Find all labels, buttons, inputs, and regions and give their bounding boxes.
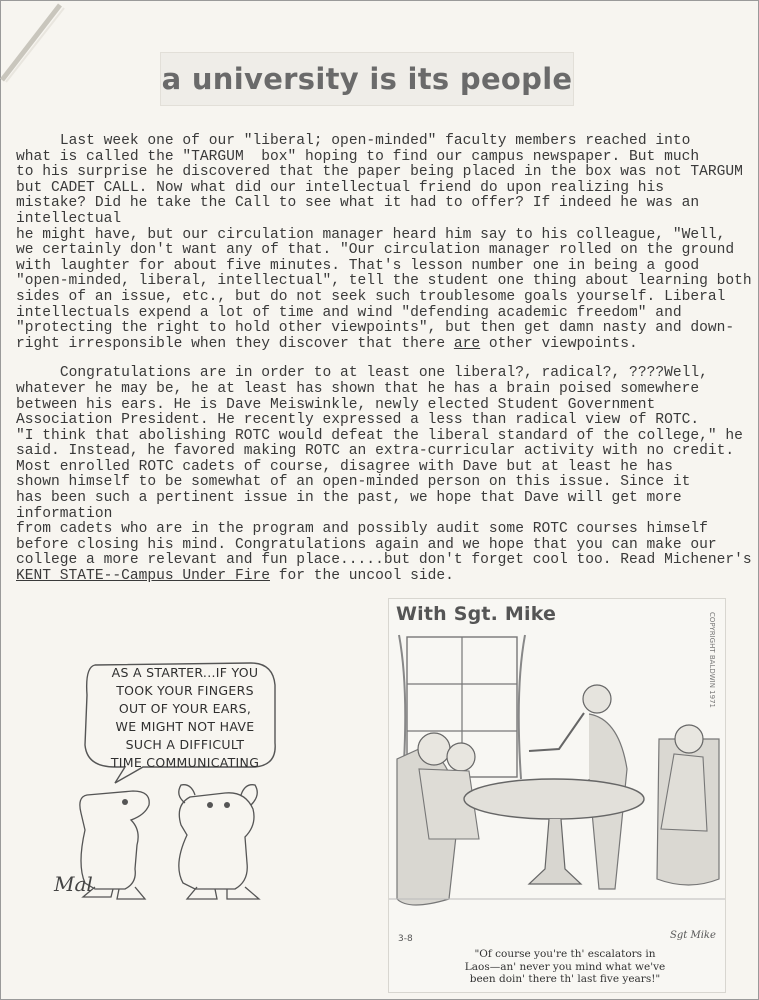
- article-paragraph-1: [16, 134, 756, 352]
- paragraph-2-text: Congratulations are in order to at least one liberal?, radical?, ????Well, whatever he may be, he at least has shown that he has a brain poised somewhere between his ears. He is Dave Meiswinkle, newly elected Student Government Association President. He recently expressed a less than radical view of ROTC. "I think that abolishing ROTC would defeat the liberal standard of the college," he said. Instead, he favored making ROTC an extra-curricular activity with no credit. Most enrolled ROTC cadets of course, disagree with Dave but at least he has shown himself to be somewhat of an open-minded person on this issue. Since it has been such a pertinent issue in the past, we hope that Dave will get more information from cadets who are in the program and possibly audit some ROTC courses himself before closing his mind. Congratulations again and we hope that you can make our college a more relevant and fun place.....but don't forget cool too. Read Michener's KENT STATE--Campus Under Fire for the uncool side.: [16, 365, 752, 585]
- book-title-kent-state: KENT STATE--Campus Under Fire: [16, 568, 270, 585]
- cartoon-caption: "Of course you're th' escalators in Laos—an' never you mind what we've been doin' there th' last five years!": [464, 948, 666, 985]
- underlined-word-are: are: [453, 335, 481, 352]
- cartoon-page-mark: 3-8: [398, 934, 413, 944]
- speech-bubble-text: AS A STARTER...IF YOU TOOK YOUR FINGERS OUT OF YOUR EARS, WE MIGHT NOT HAVE SUCH A DIFFICULT TIME COMMUNICATING: [110, 665, 260, 770]
- paragraph-1-text: Last week one of our "liberal; open-minded" faculty members reached into what is called the "TARGUM box" hoping to find our campus newspaper. But much to his surprise he discovered that the paper being placed in the box was not TARGUM but CADET CALL. Now what did our intellectual friend do upon realizing his mistake? Did he take the Call to see what it had to offer? If indeed he was an intellectual he might have, but our circulation manager heard him say to his colleague, "Well, we certainly don't want any of that. "Our circulation manager rolled on the ground with laughter for about five minutes. That's lesson number one in being a good "open-minded, liberal, intellectual", tell the student one thing about learning both sides of an issue, etc., but do not seek such troublesome goals yourself. Liberal intellectuals expend a lot of time and wind "defending academic freedom" and "protecting the right to hold other viewpoints", but then get damn nasty and down- right irresponsible when they discover that there are other viewpoints.: [16, 133, 752, 352]
- article-body: [16, 134, 756, 585]
- cartoon-artist-signature: Sgt Mike: [670, 930, 716, 941]
- page-headline: a university is its people: [160, 52, 574, 106]
- article-paragraph-2: [16, 366, 756, 584]
- cartoon-title: With Sgt. Mike: [396, 603, 557, 625]
- page-fold-mark: [0, 0, 80, 90]
- cartoonist-signature: Mal: [54, 872, 93, 896]
- cartoon-copyright: COPYRIGHT BALDWIN 1971: [708, 612, 716, 709]
